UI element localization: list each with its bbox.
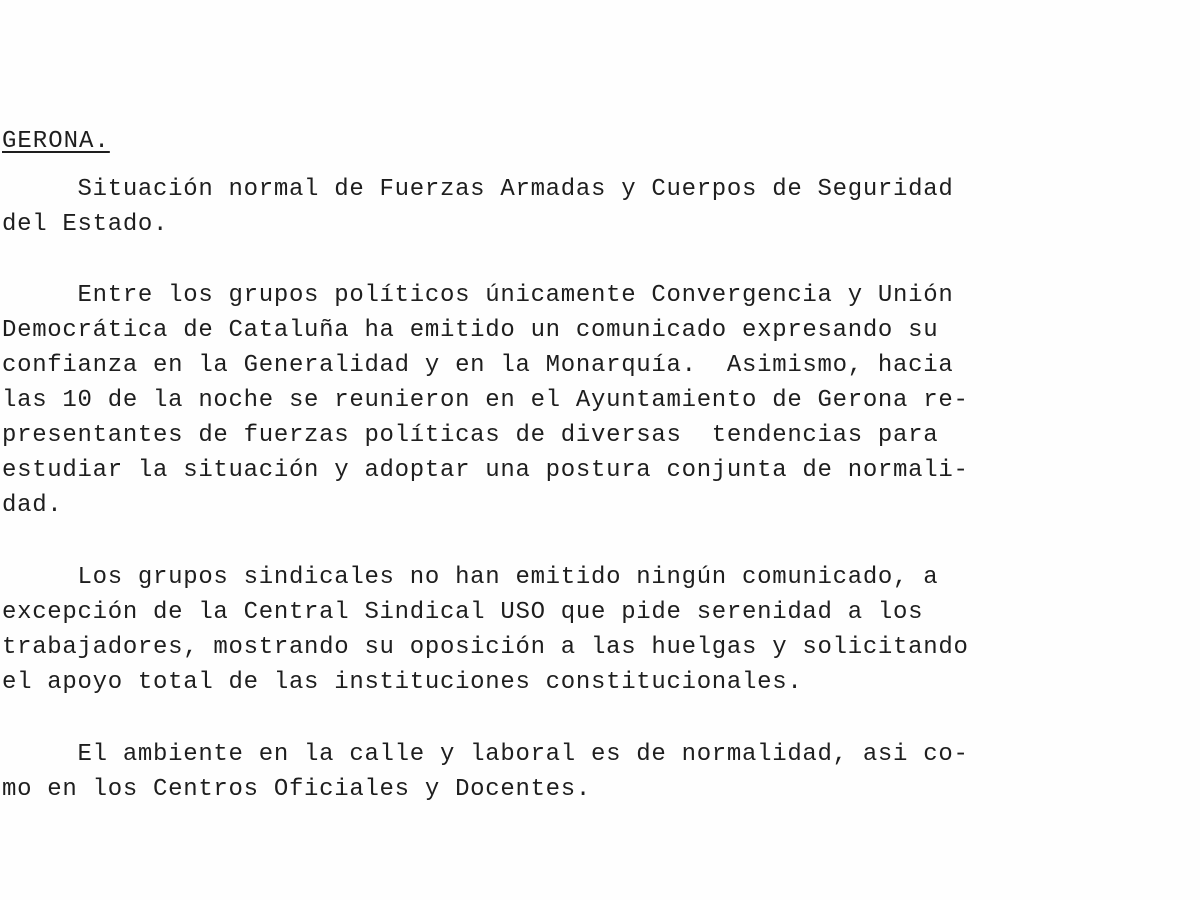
text-line: presentantes de fuerzas políticas de diversas tendencias para [2, 422, 939, 449]
text-line: mo en los Centros Oficiales y Docentes. [2, 776, 591, 803]
text-line: del Estado. [2, 211, 169, 238]
document-heading: GERONA. [2, 128, 110, 155]
text-line: dad. [2, 492, 63, 519]
paragraph-union-groups [2, 560, 969, 700]
text-line: excepción de la Central Sindical USO que pide serenidad a los [2, 599, 924, 626]
text-line: Entre los grupos políticos únicamente Convergencia y Unión [2, 282, 954, 309]
text-line: El ambiente en la calle y laboral es de normalidad, asi co- [2, 741, 969, 768]
paragraph-armed-forces [2, 172, 953, 242]
paragraph-political-groups [2, 278, 969, 523]
text-line: las 10 de la noche se reunieron en el Ayuntamiento de Gerona re- [2, 387, 969, 414]
text-line: confianza en la Generalidad y en la Monarquía. Asimismo, hacia [2, 352, 954, 379]
text-line: trabajadores, mostrando su oposición a las huelgas y solicitando [2, 634, 969, 661]
text-line: Situación normal de Fuerzas Armadas y Cuerpos de Seguridad [2, 176, 954, 203]
text-line: el apoyo total de las instituciones constitucionales. [2, 669, 803, 696]
text-line: Los grupos sindicales no han emitido ningún comunicado, a [2, 564, 939, 591]
text-line: estudiar la situación y adoptar una postura conjunta de normali- [2, 457, 969, 484]
text-line: Democrática de Cataluña ha emitido un comunicado expresando su [2, 317, 939, 344]
paragraph-street-climate [2, 737, 969, 807]
